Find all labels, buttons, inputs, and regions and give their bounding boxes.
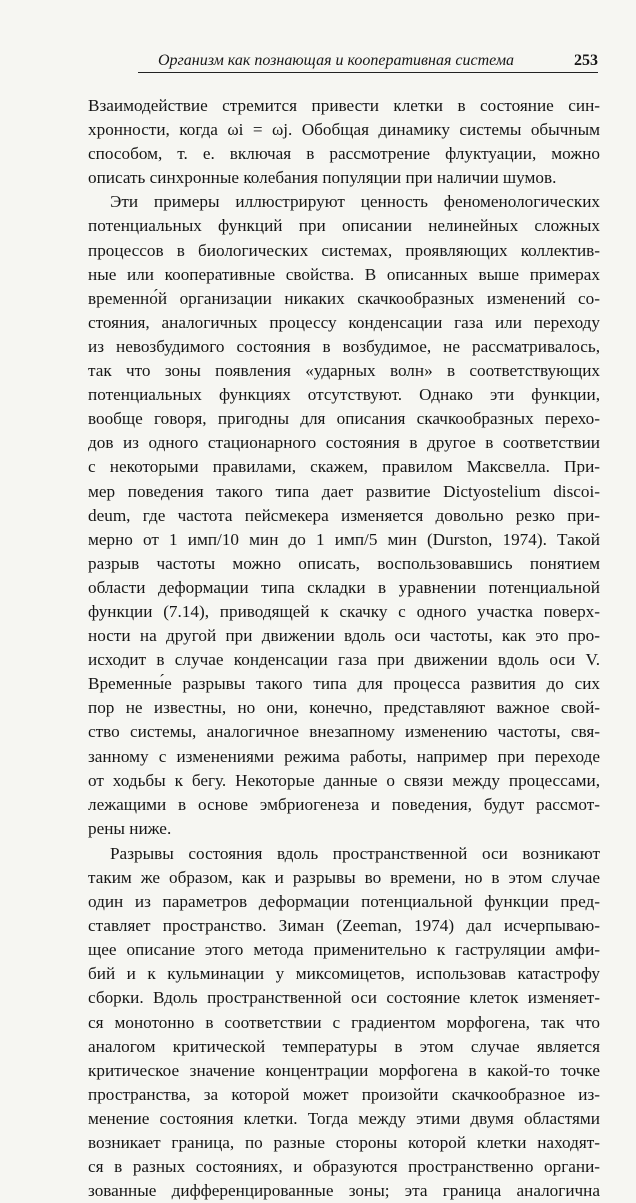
text-line: занному с изменениями режима работы, например при переходе bbox=[88, 746, 600, 766]
text-line: временно́й организации никаких скачкообразных изменений со- bbox=[88, 288, 600, 308]
text-line: функции (7.14), приводящей к скачку с одного участка поверх- bbox=[88, 601, 600, 621]
text-line: разрыв частоты можно описать, воспользовавшись понятием bbox=[88, 553, 600, 573]
running-title: Организм как познающая и кооперативная система bbox=[158, 52, 515, 69]
text-line: способом, т. е. включая в рассмотрение флуктуации, можно bbox=[88, 144, 600, 164]
text-line: аналогом критической температуры в этом случае является bbox=[88, 1036, 600, 1056]
text-line: сборки. Вдоль пространственной оси состояние клеток изменяет- bbox=[88, 988, 600, 1008]
running-header bbox=[138, 52, 598, 72]
text-line: хронности, когда ωi = ωj. Обобщая динамику системы обычным bbox=[88, 120, 600, 140]
body-text bbox=[88, 94, 600, 1203]
text-line: потенциальных функций при описании нелинейных сложных bbox=[88, 216, 600, 236]
text-line: Эти примеры иллюстрируют ценность феноменологических bbox=[110, 192, 600, 212]
text-line: процессов в биологических системах, проявляющих коллектив- bbox=[88, 240, 600, 260]
text-line: стояния, аналогичных процессу конденсации газа или переходу bbox=[88, 312, 600, 332]
text-line: Временны́е разрывы такого типа для процесса развития до сих bbox=[88, 674, 600, 694]
text-line: пространства, за которой может произойти скачкообразное из- bbox=[88, 1084, 600, 1104]
text-line: из невозбудимого состояния в возбудимое, не рассматривалось, bbox=[88, 336, 600, 356]
text-line: так что зоны появления «ударных волн» в соответствующих bbox=[88, 361, 600, 381]
text-line: таким же образом, как и разрывы во времени, но в этом случае bbox=[88, 868, 600, 887]
text-line: пор не известны, но они, конечно, представляют важное свой- bbox=[88, 698, 600, 718]
text-line: ные или кооперативные свойства. В описанных выше примерах bbox=[88, 264, 600, 284]
text-line: рены ниже. bbox=[88, 818, 172, 838]
header-rule bbox=[138, 72, 598, 73]
text-line: описать синхронные колебания популяции при наличии шумов. bbox=[88, 168, 557, 188]
text-line: deum, где частота пейсмекера изменяется довольно резко при- bbox=[88, 505, 600, 525]
text-line: мер поведения такого типа дает развитие Dictyostelium discoi- bbox=[88, 481, 600, 501]
page-number: 253 bbox=[574, 52, 598, 69]
text-line: Разрывы состояния вдоль пространственной оси возникают bbox=[110, 843, 600, 863]
text-line: исходит в случае конденсации газа при движении вдоль оси V. bbox=[88, 650, 600, 670]
text-line: зованные дифференцированные зоны; эта граница аналогична bbox=[88, 1181, 600, 1201]
text-line: ся в разных состояниях, и образуются пространственно органи- bbox=[88, 1157, 600, 1177]
text-line: бий и к кульминации у миксомицетов, использовав катастрофу bbox=[88, 964, 600, 984]
text-line: области деформации типа складки в уравнении потенциальной bbox=[88, 577, 600, 597]
text-line: вообще говоря, пригодны для описания скачкообразных перехо- bbox=[88, 409, 600, 429]
text-line: один из параметров деформации потенциальной функции пред- bbox=[88, 892, 600, 912]
text-line: от ходьбы к бегу. Некоторые данные о связи между процессами, bbox=[88, 770, 600, 790]
text-line: критическое значение концентрации морфогена в какой-то точке bbox=[88, 1060, 600, 1080]
text-line: Взаимодействие стремится привести клетки в состояние син- bbox=[88, 96, 600, 115]
text-line: ставляет пространство. Зиман (Zeeman, 1974) дал исчерпываю- bbox=[88, 916, 600, 936]
text-line: с некоторыми правилами, скажем, правилом Максвелла. При- bbox=[88, 457, 600, 477]
text-line: дов из одного стационарного состояния в другое в соответствии bbox=[88, 433, 600, 453]
text-line: возникает граница, по разные стороны которой клетки находят- bbox=[88, 1133, 600, 1153]
text-line: мерно от 1 имп/10 мин до 1 имп/5 мин (Durston, 1974). Такой bbox=[88, 529, 600, 549]
text-line: ности на другой при движении вдоль оси частоты, как это про- bbox=[88, 626, 600, 646]
text-line: потенциальных функциях отсутствуют. Однако эти функции, bbox=[88, 385, 600, 405]
text-line: ся монотонно в соответствии с градиентом морфогена, так что bbox=[88, 1012, 600, 1032]
text-line: ство системы, аналогичное внезапному изменению частоты, свя- bbox=[88, 722, 600, 742]
text-line: лежащими в основе эмбриогенеза и поведения, будут рассмот- bbox=[88, 794, 600, 814]
text-line: щее описание этого метода применительно к гаструляции амфи- bbox=[88, 940, 600, 960]
text-line: менение состояния клетки. Тогда между этими двумя областями bbox=[88, 1108, 600, 1128]
